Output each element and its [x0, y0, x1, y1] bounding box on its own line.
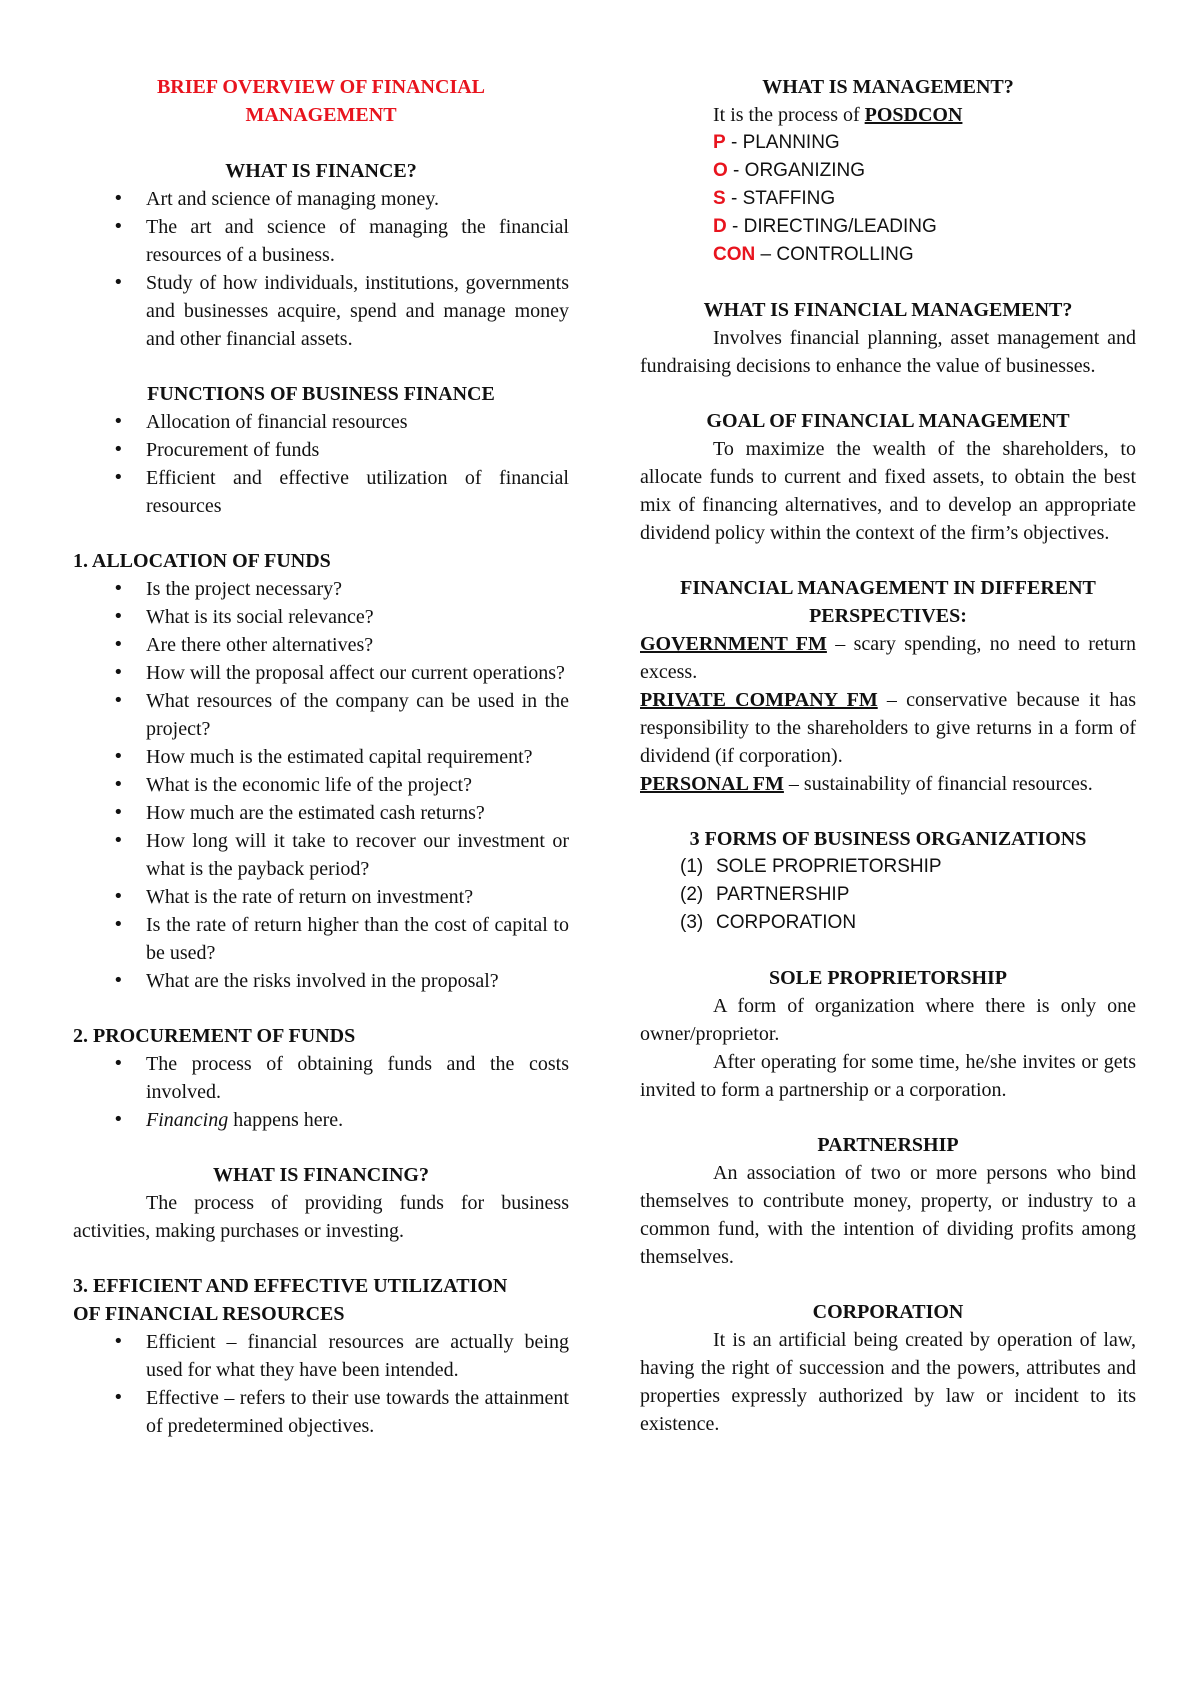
partnership-heading: PARTNERSHIP	[817, 1134, 959, 1156]
finance-list	[73, 185, 569, 353]
perspective-personal	[640, 770, 1136, 798]
financing-heading: WHAT IS FINANCING?	[213, 1164, 429, 1186]
form-label: SOLE PROPRIETORSHIP	[716, 856, 942, 877]
list-item: • How much is the estimated capital requirement?	[73, 743, 569, 771]
partnership-text: An association of two or more persons who bind themselves to contribute money, property, or industry to a common fund, with the intention of dividing profits among themselves.	[640, 1162, 1136, 1268]
sole-heading: SOLE PROPRIETORSHIP	[768, 967, 1008, 989]
procurement-item-rest: happens here.	[228, 1109, 344, 1131]
posdcon-letter: D	[713, 216, 727, 237]
goal-heading: GOAL OF FINANCIAL MANAGEMENT	[706, 410, 1070, 432]
posdcon-list	[640, 129, 1136, 269]
fm-text: Involves financial planning, asset management and fundraising decisions to enhance the value of businesses.	[640, 327, 1136, 377]
perspective-label: GOVERNMENT FM	[640, 633, 827, 655]
form-number: (2)	[680, 884, 704, 905]
efficient-list	[73, 1328, 569, 1440]
posdcon-letter: CON	[713, 244, 756, 265]
title-line-1: BRIEF OVERVIEW OF FINANCIAL	[156, 76, 486, 98]
list-item: • Allocation of financial resources	[73, 408, 569, 436]
perspective-government	[640, 630, 1136, 686]
list-item	[640, 909, 1136, 937]
form-number: (1)	[680, 856, 704, 877]
posdcon-item	[640, 241, 1136, 269]
procurement-heading: 2. PROCUREMENT OF FUNDS	[73, 1025, 356, 1047]
form-label: PARTNERSHIP	[716, 884, 850, 905]
perspective-text: – conservative because it has responsibility to the shareholders to give returns in a form of dividend (if corporation).	[640, 689, 1136, 767]
posdcon-intro-text: It is the process of	[713, 104, 865, 126]
perspective-text: – sustainability of financial resources.	[783, 773, 1093, 795]
list-item: • What is the economic life of the project?	[73, 771, 569, 799]
list-item: • Procurement of funds	[73, 436, 569, 464]
fm-heading: WHAT IS FINANCIAL MANAGEMENT?	[703, 299, 1073, 321]
posdcon-intro	[640, 101, 1136, 129]
list-item: • Art and science of managing money.	[73, 185, 569, 213]
list-item: • What is its social relevance?	[73, 603, 569, 631]
perspectives-heading-line-2: PERSPECTIVES:	[809, 605, 967, 627]
list-item	[640, 881, 1136, 909]
list-item: • The process of obtaining funds and the costs involved.	[73, 1050, 569, 1106]
posdcon-item	[640, 157, 1136, 185]
perspective-private	[640, 686, 1136, 770]
perspective-label: PERSONAL FM	[640, 773, 784, 795]
efficient-heading-line-2: OF FINANCIAL RESOURCES	[73, 1303, 345, 1325]
allocation-list	[73, 575, 569, 995]
posdcon-letter: S	[713, 188, 726, 209]
list-item: • The art and science of managing the financial resources of a business.	[73, 213, 569, 269]
right-column	[640, 73, 1136, 1438]
management-heading: WHAT IS MANAGEMENT?	[762, 76, 1014, 98]
document-title	[73, 73, 569, 129]
list-item: • Efficient and effective utilization of financial resources	[73, 464, 569, 520]
sole-text-1: A form of organization where there is only one owner/proprietor.	[640, 995, 1136, 1045]
list-item	[640, 853, 1136, 881]
financing-emphasis: Financing	[146, 1109, 229, 1131]
forms-heading: 3 FORMS OF BUSINESS ORGANIZATIONS	[689, 828, 1087, 850]
posdcon-item	[640, 129, 1136, 157]
list-item: • Study of how individuals, institutions, governments and businesses acquire, spend and manage money and other financial assets.	[73, 269, 569, 353]
procurement-list	[73, 1050, 569, 1134]
list-item: • How much are the estimated cash returns?	[73, 799, 569, 827]
goal-text: To maximize the wealth of the shareholders, to allocate funds to current and fixed assets, to obtain the best mix of financing alternatives, and to develop an appropriate dividend policy within the context of the firm’s objectives.	[640, 438, 1136, 544]
list-item	[73, 1106, 569, 1134]
perspectives-heading	[640, 574, 1136, 630]
posdcon-label: - PLANNING	[725, 132, 840, 153]
perspectives-heading-line-1: FINANCIAL MANAGEMENT IN DIFFERENT	[680, 577, 1096, 599]
list-item: • What is the rate of return on investment?	[73, 883, 569, 911]
left-column	[73, 73, 569, 1440]
posdcon-label: – CONTROLLING	[755, 244, 914, 265]
posdcon-word: POSDCON	[864, 104, 963, 126]
list-item: • How will the proposal affect our current operations?	[73, 659, 569, 687]
posdcon-letter: O	[713, 160, 728, 181]
list-item: • Are there other alternatives?	[73, 631, 569, 659]
posdcon-label: - DIRECTING/LEADING	[726, 216, 937, 237]
posdcon-label: - STAFFING	[725, 188, 836, 209]
financing-text: The process of providing funds for business activities, making purchases or investing.	[73, 1192, 569, 1242]
efficient-heading	[73, 1272, 569, 1328]
form-number: (3)	[680, 912, 704, 933]
allocation-heading: 1. ALLOCATION OF FUNDS	[73, 550, 331, 572]
functions-list	[73, 408, 569, 520]
posdcon-item	[640, 185, 1136, 213]
list-item: • Is the rate of return higher than the cost of capital to be used?	[73, 911, 569, 967]
list-item: • Effective – refers to their use towards the attainment of predetermined objectives.	[73, 1384, 569, 1440]
forms-list	[640, 853, 1136, 937]
list-item: • What resources of the company can be used in the project?	[73, 687, 569, 743]
functions-heading: FUNCTIONS OF BUSINESS FINANCE	[147, 383, 495, 405]
posdcon-item	[640, 213, 1136, 241]
title-line-2: MANAGEMENT	[245, 104, 397, 126]
list-item: • Is the project necessary?	[73, 575, 569, 603]
posdcon-label: - ORGANIZING	[727, 160, 866, 181]
list-item: • What are the risks involved in the proposal?	[73, 967, 569, 995]
posdcon-letter: P	[713, 132, 726, 153]
corporation-text: It is an artificial being created by operation of law, having the right of succession and the powers, attributes and properties expressly authorized by law or incident to its existence.	[640, 1329, 1136, 1435]
finance-heading: WHAT IS FINANCE?	[225, 160, 417, 182]
sole-text-2: After operating for some time, he/she invites or gets invited to form a partnership or a corporation.	[640, 1051, 1136, 1101]
list-item: • How long will it take to recover our investment or what is the payback period?	[73, 827, 569, 883]
efficient-heading-line-1: 3. EFFICIENT AND EFFECTIVE UTILIZATION	[73, 1275, 508, 1297]
list-item: • Efficient – financial resources are actually being used for what they have been intended.	[73, 1328, 569, 1384]
perspective-text: – scary spending, no need to return excess.	[640, 633, 1136, 683]
corporation-heading: CORPORATION	[812, 1301, 964, 1323]
perspective-label: PRIVATE COMPANY FM	[640, 689, 878, 711]
form-label: CORPORATION	[716, 912, 857, 933]
